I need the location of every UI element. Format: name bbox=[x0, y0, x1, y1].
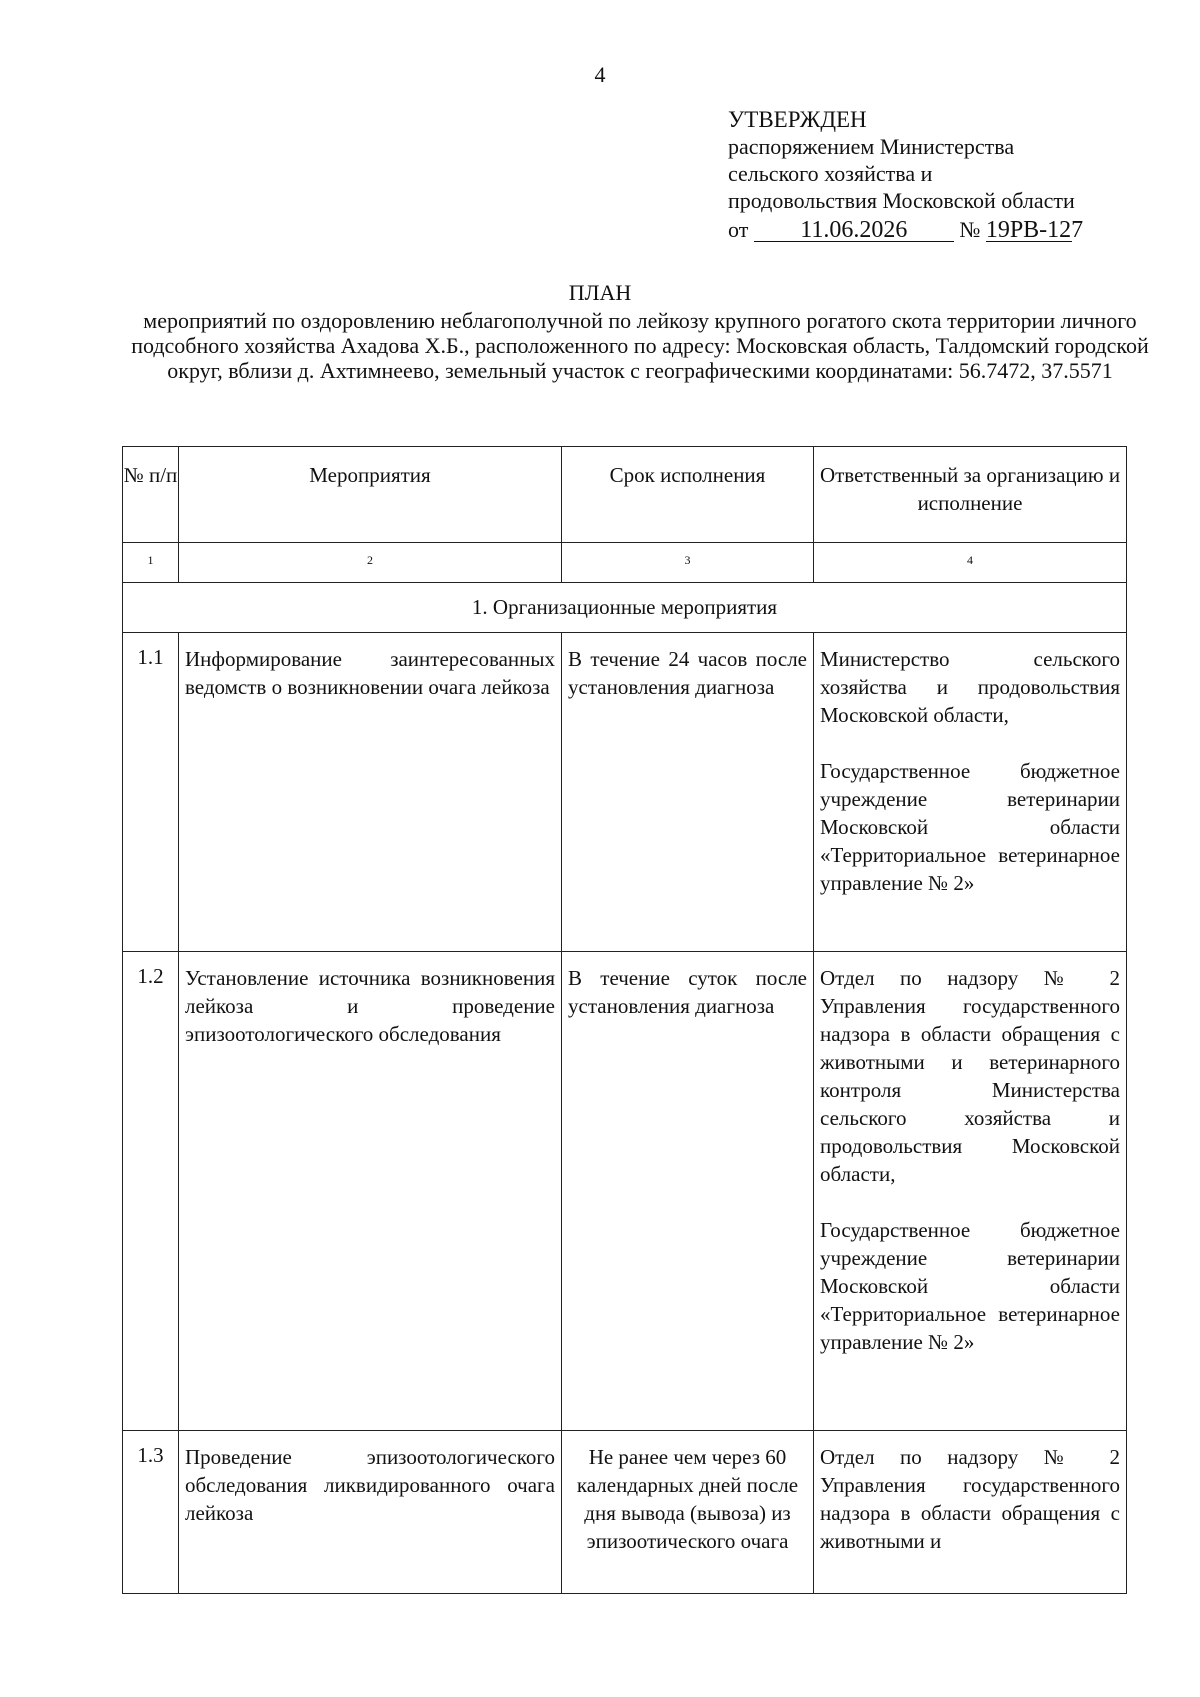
row-deadline: В течение 24 часов после установления диагноза bbox=[562, 633, 814, 952]
approval-line-3: продовольствия Московской области bbox=[728, 188, 1075, 213]
date-prefix: от bbox=[728, 217, 749, 242]
row-action: Установление источника возникновения лейкоза и проведение эпизоотологического обследования bbox=[179, 952, 562, 1431]
plan-title: ПЛАН bbox=[568, 280, 632, 305]
row-deadline: Не ранее чем через 60 календарных дней после дня вывода (вывоза) из эпизоотического очага bbox=[562, 1431, 814, 1594]
column-number: 2 bbox=[179, 543, 562, 583]
approval-number: 19РВ-127 bbox=[985, 217, 1084, 243]
row-number: 1.1 bbox=[123, 633, 179, 952]
approval-line-2: сельского хозяйства и bbox=[728, 161, 933, 186]
row-responsible bbox=[814, 633, 1127, 952]
approval-line-1: распоряжением Министерства bbox=[728, 134, 1015, 159]
row-number: 1.2 bbox=[123, 952, 179, 1431]
responsible-part-2: Государственное бюджетное учреждение ветеринарии Московской области «Территориальное ветеринарное управление № 2» bbox=[820, 759, 1120, 895]
row-responsible bbox=[814, 1431, 1127, 1594]
approval-stamp bbox=[728, 106, 1084, 243]
header-responsible: Ответственный за организацию и исполнение bbox=[814, 447, 1127, 543]
column-number: 4 bbox=[814, 543, 1127, 583]
plan-subtitle: мероприятий по оздоровлению неблагополучной по лейкозу крупного рогатого скота территории личного подсобного хозяйства Ахадова Х.Б., расположенного по адресу: Московская область, Талдомский городской округ, вблизи д. Ахтимнеево, земельный участок с географическими координатами: 56.7472, 37.5571 bbox=[131, 308, 1149, 383]
row-deadline: В течение суток после установления диагноза bbox=[562, 952, 814, 1431]
row-action: Информирование заинтересованных ведомств о возникновении очага лейкоза bbox=[179, 633, 562, 952]
row-action: Проведение эпизоотологического обследования ликвидированного очага лейкоза bbox=[179, 1431, 562, 1594]
table-row bbox=[123, 633, 1127, 952]
page-number: 4 bbox=[594, 62, 606, 87]
approval-date-line bbox=[728, 216, 1084, 243]
approval-date: 11.06.2026 bbox=[754, 219, 954, 242]
column-number-row bbox=[123, 543, 1127, 583]
section-title: 1. Организационные мероприятия bbox=[123, 583, 1127, 633]
section-row bbox=[123, 583, 1127, 633]
number-prefix: № bbox=[959, 217, 981, 242]
column-number: 3 bbox=[562, 543, 814, 583]
responsible-part-1: Отдел по надзору № 2 Управления государственного надзора в области обращения с животными и ветеринарного контроля Министерства сельского хозяйства и продовольствия Московской области, bbox=[820, 966, 1120, 1186]
header-action: Мероприятия bbox=[179, 447, 562, 543]
responsible-part-2: Государственное бюджетное учреждение ветеринарии Московской области «Территориальное ветеринарное управление № 2» bbox=[820, 1218, 1120, 1354]
header-number: № п/п bbox=[123, 447, 179, 543]
responsible-part-1: Отдел по надзору № 2 Управления государственного надзора в области обращения с животными и bbox=[820, 1445, 1120, 1553]
table-header-row bbox=[123, 447, 1127, 543]
row-responsible bbox=[814, 952, 1127, 1431]
table-row bbox=[123, 952, 1127, 1431]
header-deadline: Срок исполнения bbox=[562, 447, 814, 543]
approval-title: УТВЕРЖДЕН bbox=[728, 107, 867, 132]
responsible-part-1: Министерство сельского хозяйства и продовольствия Московской области, bbox=[820, 647, 1120, 727]
table-row bbox=[123, 1431, 1127, 1594]
row-number: 1.3 bbox=[123, 1431, 179, 1594]
column-number: 1 bbox=[123, 543, 179, 583]
plan-table bbox=[122, 446, 1127, 1594]
